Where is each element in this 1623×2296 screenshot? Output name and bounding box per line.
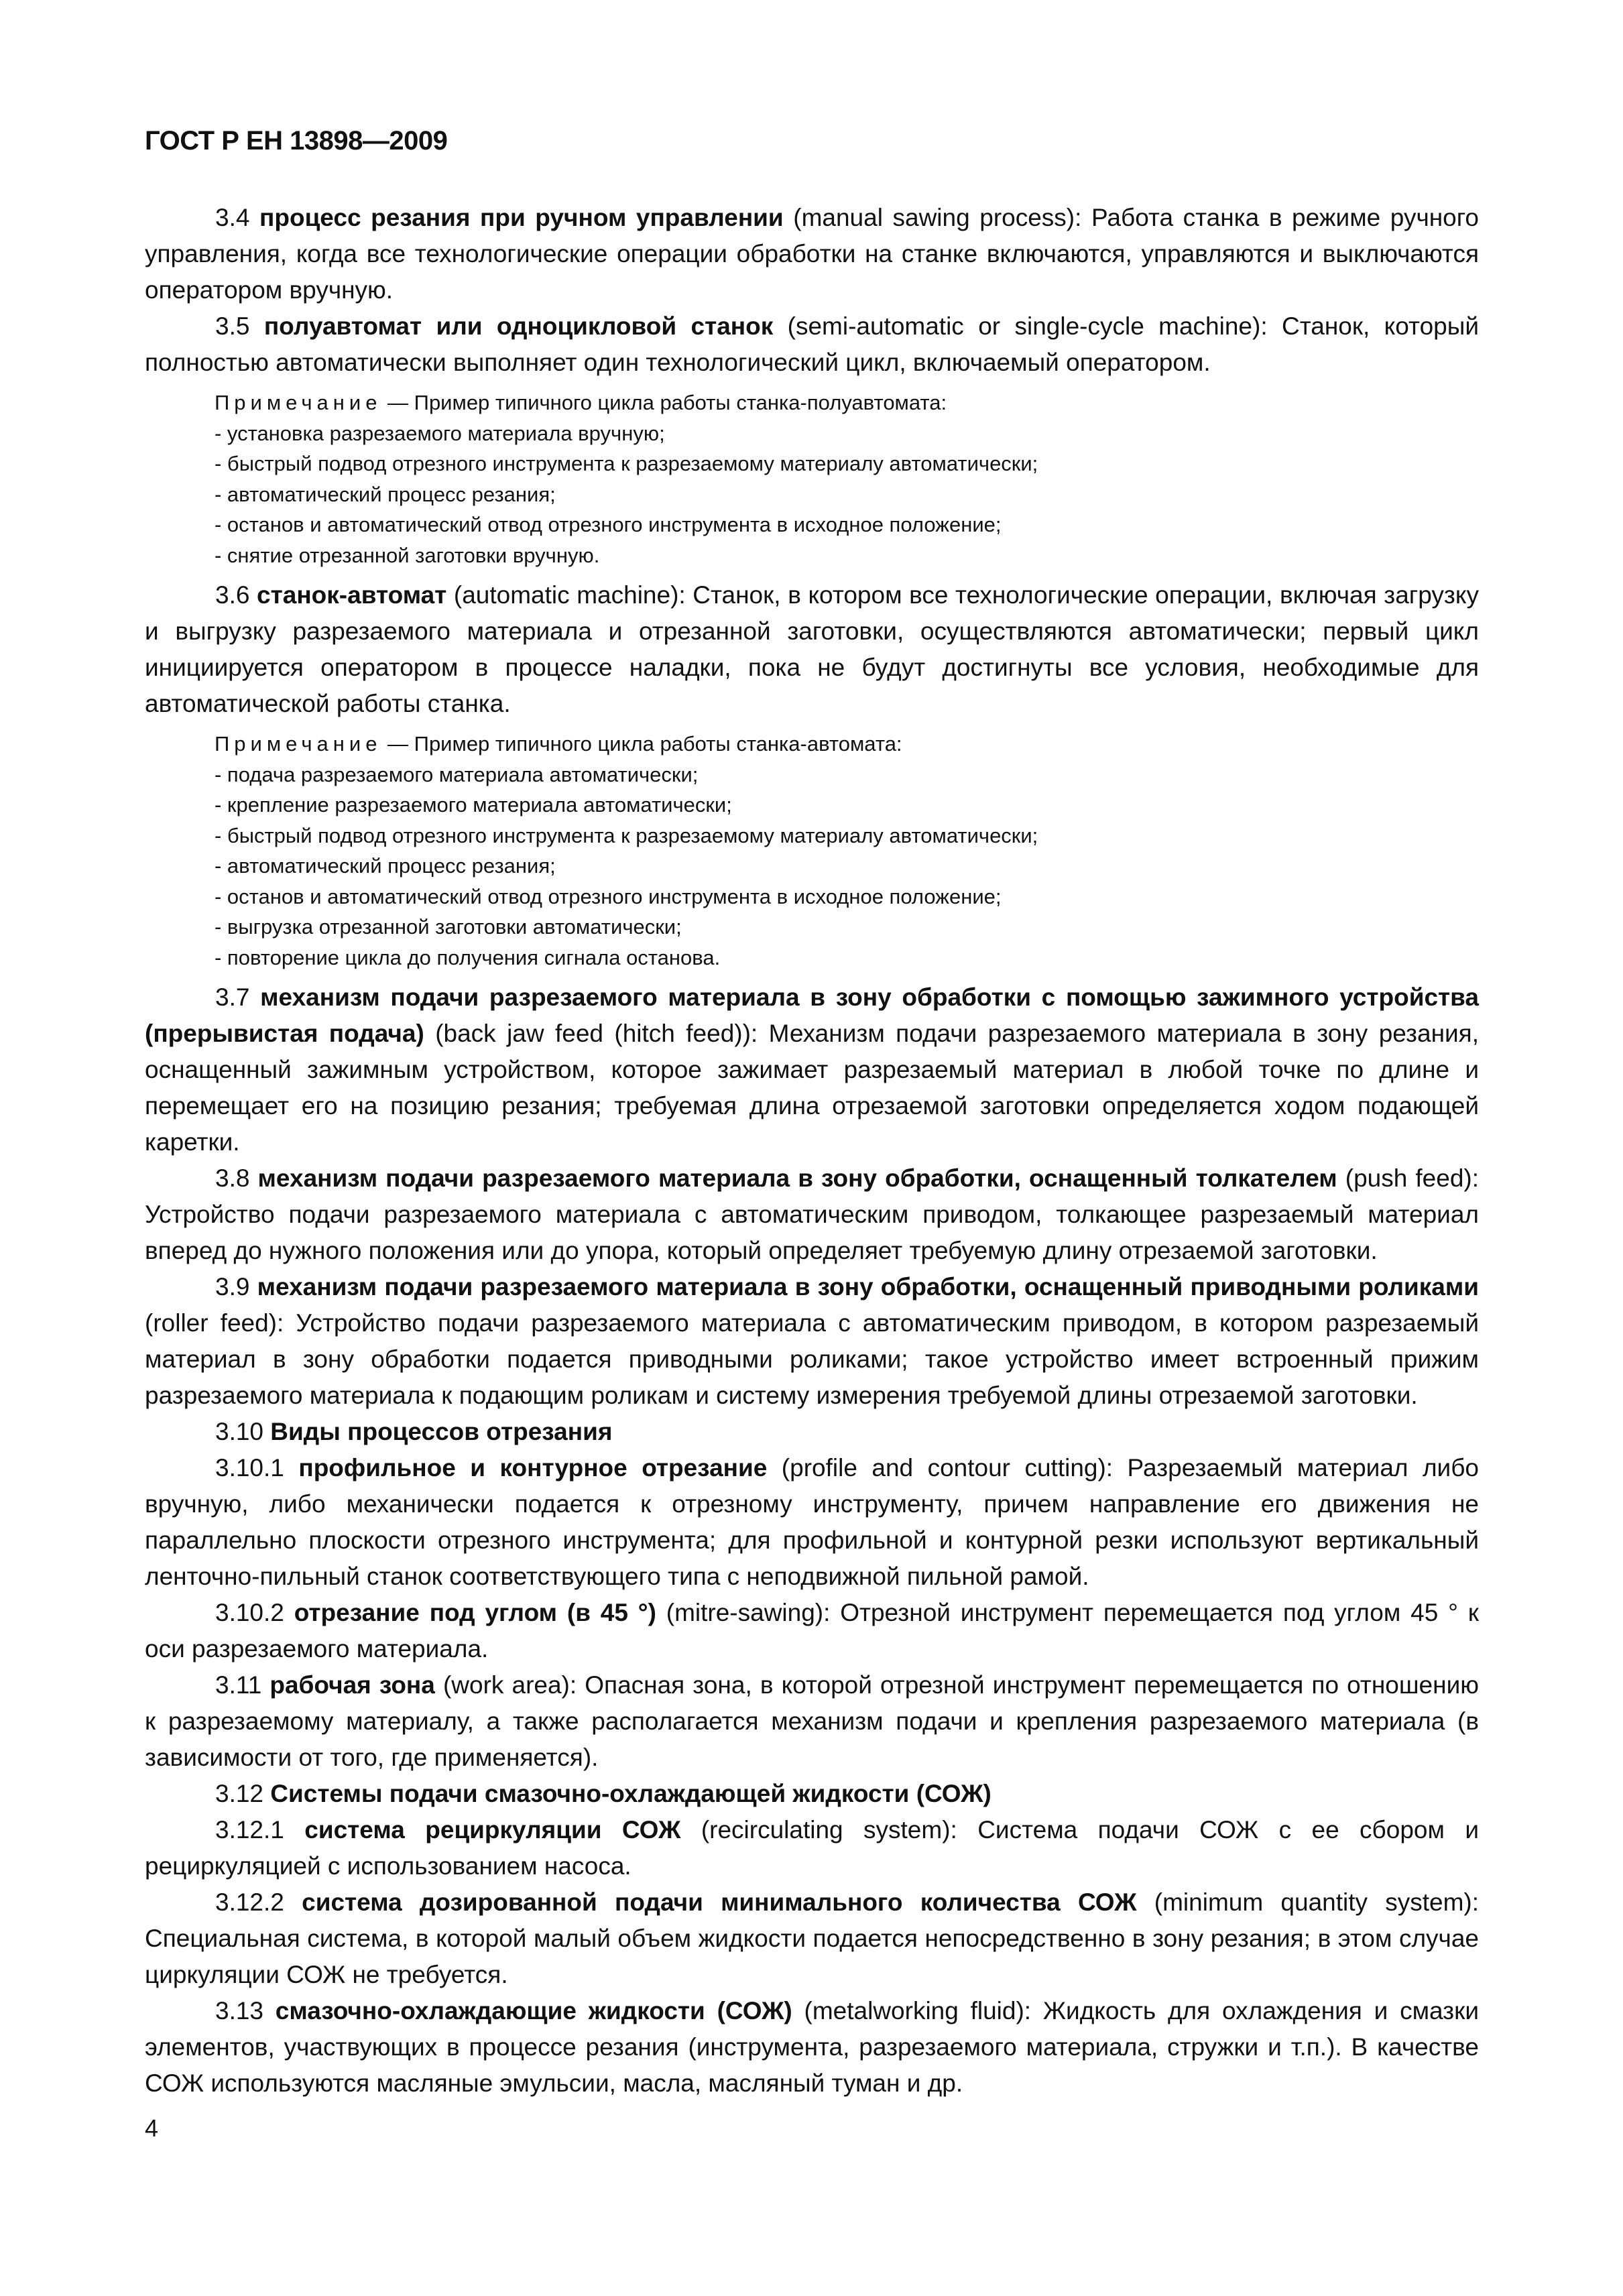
clause-text: (push feed): Устройство подачи разрезаемого материала с автоматическим приводом, толкающее разрезаемый материал вперед до нужного положения или до упора, который определяет требуемую длину отрезаемой заготовки. [145, 1164, 1479, 1264]
note-list-item: - автоматический процесс резания; [215, 482, 556, 506]
clause-3-4 [145, 200, 1479, 308]
clause-text: (recirculating system): Система подачи СОЖ с ее сбором и рециркуляцией с использованием насоса. [145, 1816, 1479, 1880]
clause-3-12-1 [145, 1812, 1479, 1884]
clause-3-9 [145, 1269, 1479, 1414]
note-list-item: - выгрузка отрезанной заготовки автоматически; [215, 915, 682, 939]
clause-text: (mitre-sawing): Отрезной инструмент перемещается под углом 45 ° к оси разрезаемого материала. [145, 1599, 1479, 1663]
note-list-item: - повторение цикла до получения сигнала останова. [215, 945, 721, 969]
clause-number: 3.7 [215, 983, 261, 1011]
note-list-item: - быстрый подвод отрезного инструмента к разрезаемому материалу автоматически; [215, 823, 1038, 847]
note-list-item: - останов и автоматический отвод отрезного инструмента в исходное положение; [215, 513, 1002, 536]
clause-term: станок-автомат [257, 581, 447, 609]
note-label: Примечание [215, 391, 382, 414]
clause-text: (manual sawing process): Работа станка в режиме ручного управления, когда все технологические операции обработки на станке включаются, управляются и выключаются оператором вручную. [145, 204, 1480, 304]
clause-number: 3.4 [215, 204, 260, 231]
clause-3-8 [145, 1160, 1479, 1269]
note-semi-automatic [145, 387, 1479, 570]
clause-number: 3.12.2 [215, 1888, 302, 1916]
clause-3-6 [145, 577, 1479, 722]
clause-term: Системы подачи смазочно-охлаждающей жидкости (СОЖ) [270, 1780, 991, 1807]
clause-text: (back jaw feed (hitch feed)): Механизм подачи разрезаемого материала в зону резания, оснащенный зажимным устройством, которое зажимает разрезаемый материал в любой точке по длине и перемещает его на позицию резания; требуемая длина отрезаемой заготовки определяется ходом подающей каретки. [145, 1020, 1479, 1156]
clause-number: 3.12 [215, 1780, 271, 1807]
clause-3-10-1 [145, 1450, 1479, 1595]
note-list-item: - автоматический процесс резания; [215, 854, 556, 878]
clause-term: процесс резания при ручном управлении [259, 204, 784, 231]
clause-text: (profile and contour cutting): Разрезаемый материал либо вручную, либо механически подается к отрезному инструменту, причем направление его движения не параллельно плоскости отрезного инструмента; для профильной и контурной резки используют вертикальный ленточно-пильный станок соответствующего типа с неподвижной пильной рамой. [145, 1454, 1479, 1590]
clause-term: профильное и контурное отрезание [298, 1454, 768, 1482]
clause-text: (minimum quantity system): Специальная система, в которой малый объем жидкости подается непосредственно в зону резания; в этом случае циркуляции СОЖ не требуется. [145, 1888, 1480, 1988]
clause-term: механизм подачи разрезаемого материала в зону обработки с помощью зажимного устройства (прерывистая подача) [145, 983, 1479, 1047]
note-intro-text: — Пример типичного цикла работы станка-автомата: [381, 732, 902, 756]
standard-header: ГОСТ Р ЕН 13898—2009 [145, 126, 448, 156]
clause-text: (semi-automatic or single-cycle machine): Станок, который полностью автоматически выполняет один технологический цикл, включаемый оператором. [145, 312, 1479, 376]
clause-number: 3.8 [215, 1164, 258, 1192]
clause-3-12 [145, 1776, 1479, 1812]
clause-number: 3.10.2 [215, 1599, 294, 1626]
clause-3-11 [145, 1667, 1479, 1776]
clause-text: (work area): Опасная зона, в которой отрезной инструмент перемещается по отношению к разрезаемому материалу, а также располагается механизм подачи и крепления разрезаемого материала (в зависимости от того, где применяется). [145, 1671, 1479, 1771]
clause-term: отрезание под углом (в 45 °) [294, 1599, 656, 1626]
note-automatic [145, 729, 1479, 973]
document-body [145, 200, 1479, 2102]
note-intro [215, 387, 1479, 418]
note-intro-text: — Пример типичного цикла работы станка-полуавтомата: [381, 391, 947, 414]
clause-term: механизм подачи разрезаемого материала в зону обработки, оснащенный толкателем [257, 1164, 1337, 1192]
clause-text: (roller feed): Устройство подачи разрезаемого материала с автоматическим приводом, в котором разрезаемый материал в зону обработки подается приводными роликами; такое устройство имеет встроенный прижим разрезаемого материала к подающим роликам и систему измерения требуемой длины отрезаемой заготовки. [145, 1309, 1479, 1409]
clause-text: (metalworking fluid): Жидкость для охлаждения и смазки элементов, участвующих в процессе резания (инструмента, разрезаемого материала, стружки и т.п.). В качестве СОЖ используются масляные эмульсии, масла, масляный туман и др. [145, 1997, 1479, 2097]
page-number: 4 [145, 2114, 159, 2142]
note-list-item: - останов и автоматический отвод отрезного инструмента в исходное положение; [215, 884, 1002, 908]
clause-term: система дозированной подачи минимального количества СОЖ [302, 1888, 1137, 1916]
clause-term: Виды процессов отрезания [270, 1418, 613, 1445]
clause-3-5 [145, 308, 1479, 381]
clause-number: 3.12.1 [215, 1816, 305, 1844]
clause-term: система рециркуляции СОЖ [304, 1816, 681, 1844]
note-list-item: - быстрый подвод отрезного инструмента к разрезаемому материалу автоматически; [215, 452, 1038, 475]
note-label: Примечание [215, 732, 382, 756]
clause-term: полуавтомат или одноцикловой станок [263, 312, 774, 340]
clause-3-10-2 [145, 1595, 1479, 1667]
clause-3-7 [145, 979, 1479, 1160]
clause-number: 3.13 [215, 1997, 276, 2025]
clause-number: 3.5 [215, 312, 264, 340]
clause-term: механизм подачи разрезаемого материала в зону обработки, оснащенный приводными роликами [257, 1273, 1479, 1301]
clause-number: 3.10.1 [215, 1454, 299, 1482]
clause-text: (automatic machine): Станок, в котором все технологические операции, включая загрузку и выгрузку разрезаемого материала и отрезанной заготовки, осуществляются автоматически; первый цикл инициируется оператором в процессе наладки, пока не будут достигнуты все условия, необходимые для автоматической работы станка. [145, 581, 1479, 717]
clause-number: 3.11 [215, 1671, 270, 1699]
note-intro [215, 729, 1479, 760]
clause-3-10 [145, 1414, 1479, 1450]
note-list-item: - снятие отрезанной заготовки вручную. [215, 543, 600, 567]
note-list-item: - подача разрезаемого материала автоматически; [215, 762, 699, 786]
clause-number: 3.9 [215, 1273, 257, 1301]
note-list-item: - установка разрезаемого материала вручную; [215, 421, 665, 445]
clause-number: 3.6 [215, 581, 257, 609]
clause-3-13 [145, 1993, 1479, 2102]
clause-3-12-2 [145, 1884, 1479, 1993]
note-list-item: - крепление разрезаемого материала автоматически; [215, 793, 732, 817]
clause-term: рабочая зона [269, 1671, 435, 1699]
clause-number: 3.10 [215, 1418, 271, 1445]
clause-term: смазочно-охлаждающие жидкости (СОЖ) [275, 1997, 792, 2025]
